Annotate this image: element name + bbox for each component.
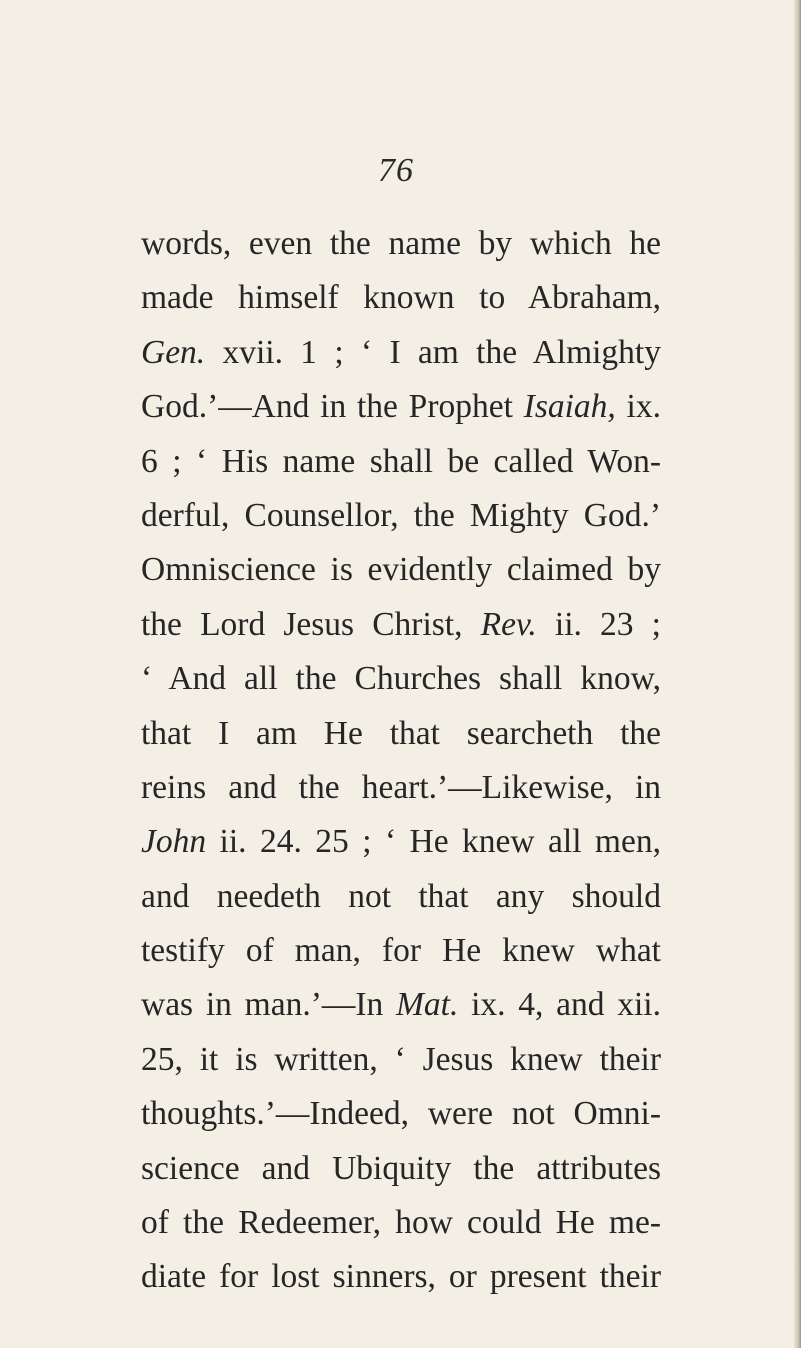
text-line: ‘ And all the Churches shall know, (141, 660, 661, 698)
text-line: 25, it is written, ‘ Jesus knew their (141, 1040, 661, 1078)
text-line: Gen. xvii. 1 ; ‘ I am the Almighty (141, 333, 661, 371)
text-line: words, even the name by which he (141, 225, 661, 262)
text-line: testify of man, for He knew what (141, 932, 661, 970)
body-text (141, 217, 661, 1305)
text-line: Omniscience is evidently claimed by (141, 551, 661, 589)
text-line: science and Ubiquity the attributes (141, 1149, 661, 1187)
text-line: and needeth not that any should (141, 877, 661, 915)
text-line: that I am He that searcheth the (141, 714, 661, 752)
text-line: the Lord Jesus Christ, Rev. ii. 23 ; (141, 605, 661, 643)
text-line: made himself known to Abraham, (141, 279, 661, 317)
text-line: derful, Counsellor, the Mighty God.’ (141, 496, 661, 534)
text-line: John ii. 24. 25 ; ‘ He knew all men, (141, 823, 661, 861)
page-edge (794, 0, 801, 1348)
text-line: was in man.’—In Mat. ix. 4, and xii. (141, 986, 661, 1024)
text-line: diate for lost sinners, or present their (141, 1258, 661, 1296)
text-line: of the Redeemer, how could He me- (141, 1204, 661, 1242)
text-line: God.’—And in the Prophet Isaiah, ix. (141, 388, 661, 426)
text-line: thoughts.’—Indeed, were not Omni- (141, 1095, 661, 1133)
text-line: reins and the heart.’—Likewise, in (141, 768, 661, 806)
page-number: 76 (378, 152, 414, 189)
text-line: 6 ; ‘ His name shall be called Won- (141, 442, 661, 480)
